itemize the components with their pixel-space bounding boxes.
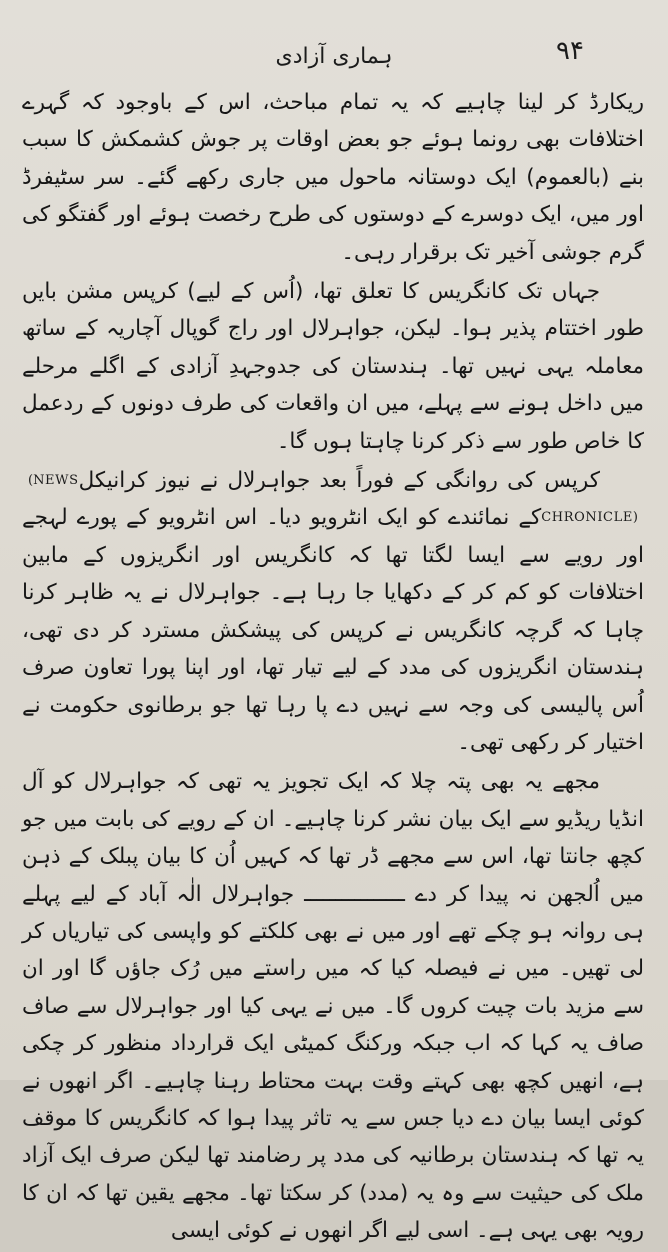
paragraph-3-text-before: کرپس کی روانگی کے فوراً بعد جواہرلال نے نیوز کرانیکل <box>78 468 600 494</box>
page-number: ۹۴ <box>556 36 584 66</box>
paragraph-4: مجھے یہ بھی پتہ چلا کہ ایک تجویز یہ تھی کہ جواہرلال کو آل انڈیا ریڈیو سے ایک بیان نشر کرنا چاہیے۔ ان کے رویے کی بابت میں جو کچھ جانتا تھا، اس سے مجھے ڈر تھا کہ کہیں اُن کا بیان پبلک کے ذہن میں اُلجھن نہ پیدا کر دے ــــــــــــــــ جواہرلال الٰہ آباد کے لیے پہلے ہی روانہ ہو چکے تھے اور میں نے بھی کلکتے کو واپسی کی تیاریاں کر لی تھیں۔ میں نے فیصلہ کیا کہ میں راستے میں رُک جاؤں گا اور ان سے مزید بات چیت کروں گا۔ میں نے یہی کیا اور جواہرلال سے صاف صاف یہ کہا کہ اب جبکہ ورکنگ کمیٹی ایک قرارداد منظور کر چکی ہے، انھیں کچھ بھی کہتے وقت بہت محتاط رہنا چاہیے۔ اگر انھوں نے کوئی ایسا بیان دے دیا جس سے یہ تاثر پیدا ہوا کہ کانگریس کا موقف یہ تھا کہ ہندستان برطانیہ کی مدد پر رضامند تھا لیکن صرف ایک آزاد ملک کی حیثیت سے وہ یہ (مدد) کر سکتا تھا۔ مجھے یقین تھا کہ ان کا رویہ بھی یہی ہے۔ اسی لیے اگر انھوں نے کوئی ایسی <box>22 769 644 1244</box>
body-text <box>22 84 644 1252</box>
paragraph-3-text-after: کے نمائندے کو ایک انٹرویو دیا۔ اس انٹرویو کے پورے لہجے اور رویے سے ایسا لگتا تھا کہ کانگریس اور انگریزوں کے مابین اختلافات کو کم کر کے دکھایا جا رہا ہے۔ جواہرلال نے یہ ظاہر کرنا چاہا کہ گرچہ کانگریس نے کرپس کی پیشکش مسترد کر دی تھی، ہندستان انگریزوں کی مدد کے لیے تیار تھا، اور اپنا پورا تعاون صرف اُس پالیسی کی وجہ سے نہیں دے پا رہا تھا جو برطانوی حکومت نے اختیار کر رکھی تھی۔ <box>22 505 644 755</box>
paragraph-3 <box>22 462 644 761</box>
news-chronicle-label: (NEWS CHRONICLE) <box>28 473 638 526</box>
running-head: ہماری آزادی <box>275 44 393 69</box>
paragraph-1: ریکارڈ کر لینا چاہیے کہ یہ تمام مباحث، اس کے باوجود کہ گہرے اختلافات بھی رونما ہوئے جو بعض اوقات پر جوش کشمکش کا سبب بنے (بالعموم) ایک دوستانہ ماحول میں جاری رکھے گئے۔ سر سٹیفرڈ اور میں، ایک دوسرے کے دوستوں کی طرح رخصت ہوئے اور گفتگو کی گرم جوشی آخیر تک برقرار رہی۔ <box>22 90 644 265</box>
paragraph-2: جہاں تک کانگریس کا تعلق تھا، (اُس کے لیے) کرپس مشن بایں طور اختتام پذیر ہوا۔ لیکن، جواہرلال اور راج گوپال آچاریہ کے ساتھ معاملہ یہی نہیں تھا۔ ہندستان کی جدوجہدِ آزادی کے اگلے مرحلے میں داخل ہونے سے پہلے، میں ان واقعات کی طرف دونوں کے ردعمل کا خاص طور سے ذکر کرنا چاہتا ہوں گا۔ <box>22 279 644 454</box>
